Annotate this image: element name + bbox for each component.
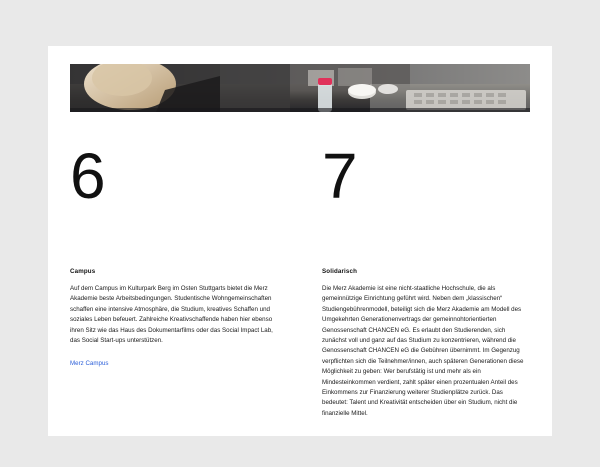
document-page (48, 46, 552, 436)
column-body-text: Auf dem Campus im Kulturpark Berg im Osten Stuttgarts bietet die Merz Akademie beste Arbeitsbedingungen. Studentische Wohngemeinschaften schaffen eine intensive Atmosphäre, die Studium, kreatives Schaffen und soziales Leben befeuert. Zahlreiche Kreativschaffende haben hier ebenso ihren Sitz wie das Haus des Dokumentarfilms oder das Social Impact Lab, das Social Start-ups unterstützen. (70, 285, 273, 345)
merz-campus-link[interactable]: Merz Campus (70, 360, 109, 368)
column-heading: Campus (70, 268, 96, 275)
office-desk-photo (70, 64, 530, 112)
column-numeral: 6 (70, 140, 105, 212)
hero-image (70, 64, 530, 112)
column-campus (70, 142, 278, 419)
content-columns (70, 142, 530, 419)
column-heading: Solidarisch (322, 268, 358, 275)
column-body-text: Die Merz Akademie ist eine nicht-staatliche Hochschule, die als gemeinnützige Einrichtung geführt wird. Neben dem „klassischen“ Studiengebührenmodell, beteiligt sich die Merz Akademie am Modell des Umgekehrten Generationenvertrags der gemeinnohtorientierten Genossenschaft CHANCEN eG. Es erlaubt den Studierenden, sich zunächst voll und ganz auf das Studium zu konzentrieren, während die Genossenschaft CHANCEN eG die Gebühren übernimmt. Im Gegenzug verpflichten sich die Teilnehmer/innen, auch späteren Generationen diese Möglichkeit zu geben: Wer berufstätig ist und mehr als ein Mindesteinkommen verdient, zahlt später einen prozentualen Anteil des Einkommens zur Finanzierung weiterer Studienplätze zurück. Das bedeutet: Talent und Kreativität entscheiden über ein Studium, nicht die finanzielle Mittel. (322, 285, 524, 417)
column-numeral: 7 (322, 140, 357, 212)
column-solidarisch (322, 142, 530, 419)
